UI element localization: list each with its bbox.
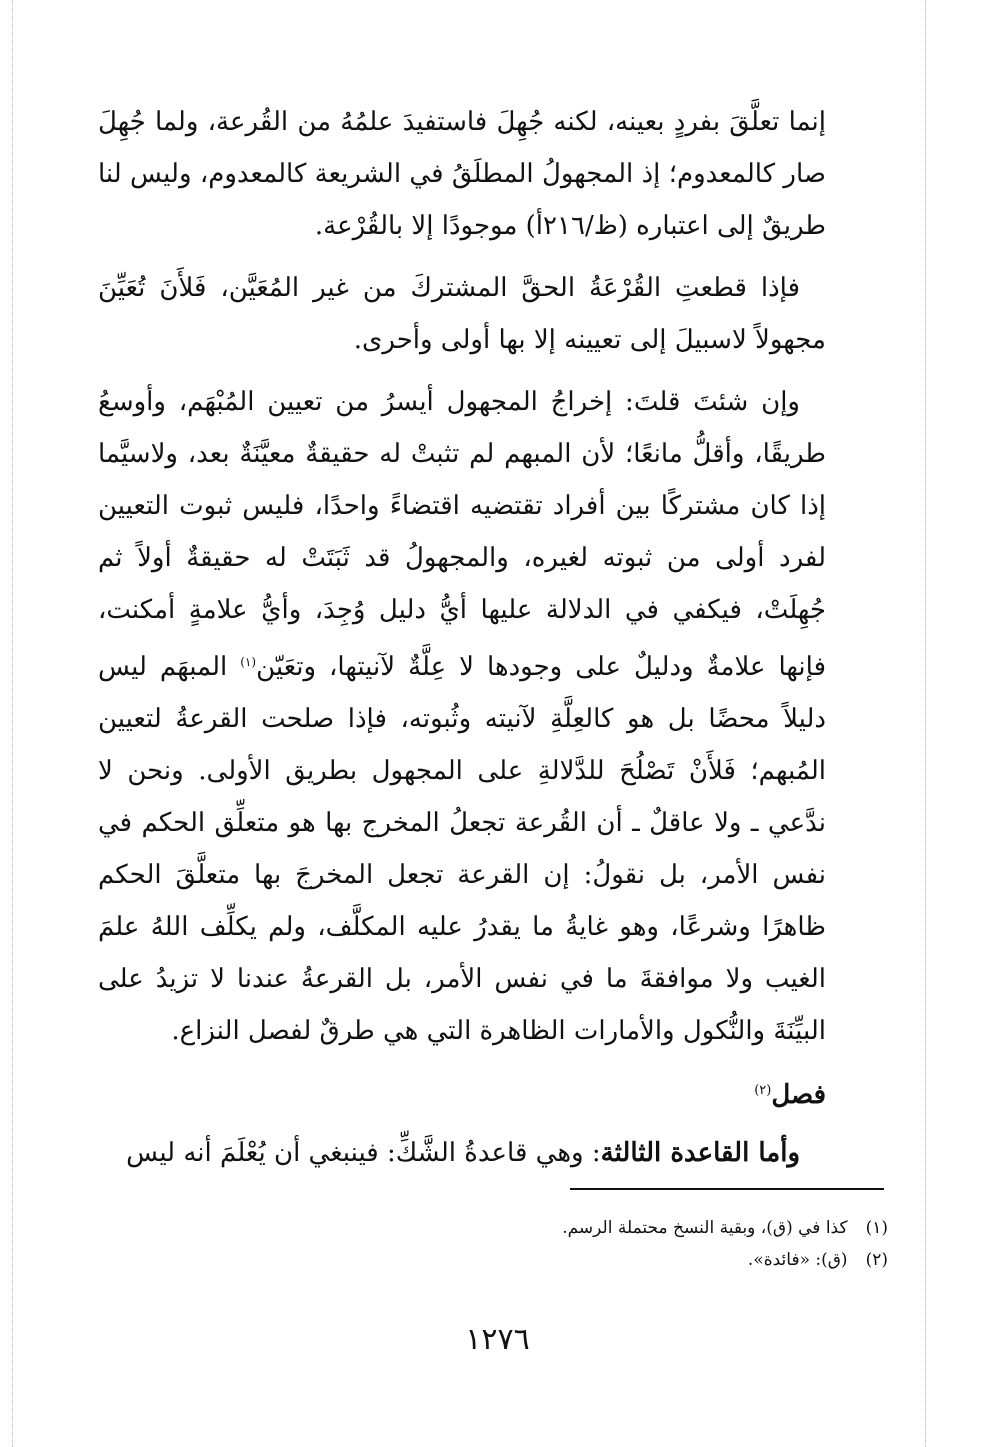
paragraph-3: [98, 376, 826, 1057]
section-heading-title: فصل: [771, 1080, 826, 1110]
footnote-2-text: (ق): «فائدة».: [747, 1250, 848, 1270]
footnote-separator: [570, 1188, 884, 1190]
paragraph-3-part-b: المبهَم ليس دليلاً محضًا بل هو كالعِلَّةِ لآنيته وثُبوته، فإذا صلحت القرعةُ لتعيين المُبهم؛ فَلأَنْ تَصْلُحَ للدَّلالةِ على المجهول بطريق الأولى. ونحن لا ندَّعي ـ ولا عاقلٌ ـ أن القُرعة تجعلُ المخرج بها هو متعلِّق الحكم في نفس الأمر، بل نقولُ: إن القرعة تجعل المخرجَ بها متعلَّقَ الحكم ظاهرًا وشرعًا، وهو غايةُ ما يقدرُ عليه المكلَّف، ولم يكلِّف اللهُ علمَ الغيب ولا موافقةَ ما في نفس الأمر، بل القرعةُ عندنا لا تزيدُ على البيِّنَةَ والنُّكول والأمارات الظاهرة التي هي طرقٌ لفصل النزاع.: [98, 652, 826, 1046]
footnote-2: [98, 1244, 888, 1276]
footnote-1-text: كذا في (ق)، وبقية النسخ محتملة الرسم.: [562, 1218, 848, 1238]
footnote-ref-1: (١): [240, 655, 257, 669]
footnote-1: [98, 1212, 888, 1244]
paragraph-3-part-a: وإن شئتَ قلتَ: إخراجُ المجهول أيسرُ من تعيين المُبْهَم، وأوسعُ طريقًا، وأقلُّ مانعًا؛ لأن المبهم لم تثبتْ له حقيقةٌ معيَّنَةٌ بعد، ولاسيَّما إذا كان مشتركًا بين أفراد تقتضيه اقتضاءً واحدًا، فليس ثبوت التعيين لفرد أولى من ثبوته لغيره، والمجهولُ قد ثَبَتَتْ له حقيقةٌ أولاً ثم جُهِلَتْ، فيكفي في الدلالة عليها أيُّ دليل وُجِدَ، وأيُّ علامةٍ أمكنت، فإنها علامةٌ ودليلٌ على وجودها لا عِلَّةٌ لآنيتها، وتعَيّن: [98, 387, 826, 682]
section-heading: [98, 1065, 826, 1121]
footnotes: [98, 1212, 888, 1276]
paragraph-4: [98, 1127, 826, 1179]
footnote-1-number: (١): [865, 1218, 888, 1238]
scan-guide-line-right: [925, 0, 926, 1447]
rule-three-lead: وأما القاعدة الثالثة: [600, 1138, 800, 1168]
footnote-ref-2: (٢): [754, 1083, 772, 1098]
paragraph-1: إنما تعلَّقَ بفردٍ بعينه، لكنه جُهِلَ فاستفيدَ علمُهُ من القُرعة، ولما جُهِلَ صار كالمعدوم؛ إذ المجهولُ المطلَقُ في الشريعة كالمعدوم، وليس لنا طريقٌ إلى اعتباره (ظ/٢١٦أ) موجودًا إلا بالقُرْعة.: [98, 107, 826, 241]
rule-three-text: : وهي قاعدةُ الشَّكِّ: فينبغي أن يُعْلَمَ أنه ليس: [126, 1138, 601, 1168]
scan-guide-line-left: [12, 0, 13, 1447]
footnote-2-number: (٢): [865, 1250, 888, 1270]
page-number: ١٢٧٦: [465, 1322, 530, 1357]
main-text: [98, 96, 826, 1179]
paragraph-2: فإذا قطعتِ القُرْعَةُ الحقَّ المشتركَ من غير المُعَيَّن، فَلأَنَ تُعَيِّنَ مجهولاً لاسبيلَ إلى تعيينه إلا بها أولى وأحرى.: [98, 273, 826, 355]
